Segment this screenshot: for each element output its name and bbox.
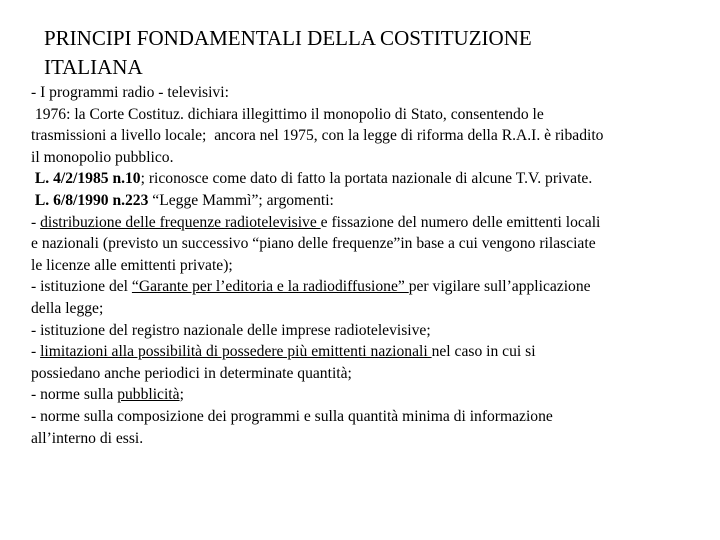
body-line [31, 212, 696, 234]
body-text: - [31, 213, 41, 231]
body-line [31, 190, 696, 212]
title-line: PRINCIPI FONDAMENTALI DELLA COSTITUZIONE [44, 26, 532, 50]
body-line: della legge; [31, 299, 104, 317]
body-line [31, 384, 696, 406]
body-text: per vigilare sull’applicazione [408, 278, 591, 296]
body-line [31, 276, 696, 298]
body-line: 1976: la Corte Costituz. dichiara illegittimo il monopolio di Stato, consentendo le [31, 105, 544, 123]
body-text: - [31, 343, 41, 361]
underlined-text: distribuzione delle frequenze radiotelevisive [40, 213, 321, 231]
underlined-text: limitazioni alla possibilità di possedere più emittenti nazionali [40, 343, 432, 361]
body-text: “Legge Mammì”; argomenti: [148, 191, 334, 209]
body-line: - I programmi radio - televisivi: [31, 84, 229, 101]
body-text: - norme sulla [31, 386, 118, 404]
body-text: ; [179, 386, 184, 404]
slide-body [31, 82, 696, 449]
body-line [31, 168, 696, 190]
body-line: - istituzione del registro nazionale delle imprese radiotelevisive; [31, 321, 431, 339]
slide-title [44, 24, 684, 82]
body-line: le licenze alle emittenti private); [31, 256, 233, 274]
body-line: il monopolio pubblico. [31, 148, 174, 166]
law-reference: L. 6/8/1990 n.223 [31, 191, 149, 209]
body-text: ; riconosce come dato di fatto la portata nazionale di alcune T.V. private. [140, 170, 593, 188]
body-line: e nazionali (previsto un successivo “piano delle frequenze”in base a cui vengono rilasciate [31, 235, 596, 253]
underlined-text: “Garante per l’editoria e la radiodiffusione” [131, 278, 409, 296]
body-line: - norme sulla composizione dei programmi e sulla quantità minima di informazione [31, 407, 553, 425]
body-text: - istituzione del [31, 278, 132, 296]
title-line: ITALIANA [44, 55, 143, 79]
body-line: all’interno di essi. [31, 429, 144, 447]
law-reference: L. 4/2/1985 n.10 [31, 170, 141, 188]
body-text: e fissazione del numero delle emittenti locali [320, 213, 601, 231]
body-line [31, 341, 696, 363]
underlined-text: pubblicità [117, 386, 180, 404]
body-line: possiedano anche periodici in determinate quantità; [31, 364, 352, 382]
body-line: trasmissioni a livello locale; ancora nel 1975, con la legge di riforma della R.A.I. è ribadito [31, 127, 604, 145]
body-text: nel caso in cui si [431, 343, 536, 361]
